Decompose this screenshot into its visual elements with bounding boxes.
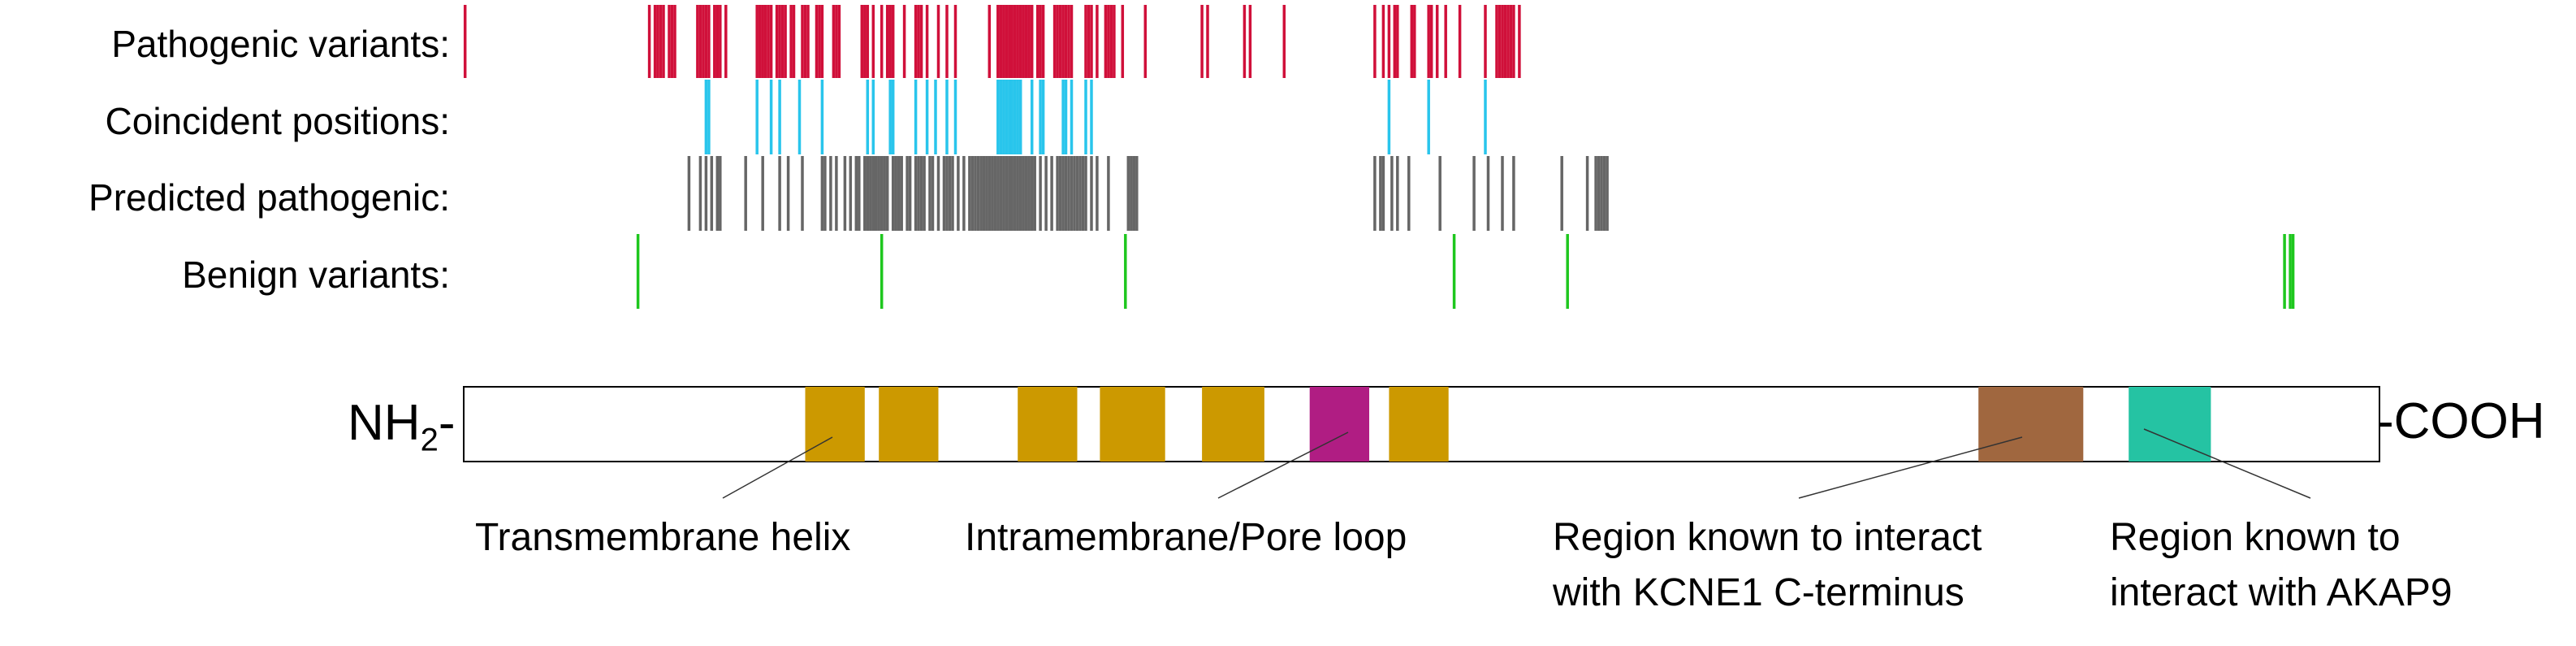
track-label-pathogenic: Pathogenic variants: bbox=[111, 23, 450, 65]
domain-kcne1 bbox=[1978, 387, 2083, 462]
domain-tm2 bbox=[879, 387, 938, 462]
domain-tm3 bbox=[1018, 387, 1077, 462]
track-label-predicted: Predicted pathogenic: bbox=[89, 176, 450, 219]
legend-pore-loop: Intramembrane/Pore loop bbox=[965, 516, 1407, 559]
domain-tm5 bbox=[1202, 387, 1264, 462]
domain-akap9 bbox=[2129, 387, 2211, 462]
legend-kcne1-region: Region known to interact with KCNE1 C-terminus bbox=[1553, 516, 1982, 614]
track-label-coincident: Coincident positions: bbox=[105, 100, 450, 142]
n-terminus-label: $NH_2-$ bbox=[348, 395, 456, 458]
domain-pore bbox=[1310, 387, 1369, 462]
legend-transmembrane-helix: Transmembrane helix bbox=[475, 516, 851, 559]
c-terminus-label: -COOH bbox=[2377, 393, 2545, 449]
track-label-benign: Benign variants: bbox=[182, 254, 450, 296]
domain-tm6 bbox=[1389, 387, 1448, 462]
domain-tm1 bbox=[806, 387, 865, 462]
legend-akap9-region: Region known to interact with AKAP9 bbox=[2110, 516, 2453, 614]
domain-tm4 bbox=[1100, 387, 1165, 462]
